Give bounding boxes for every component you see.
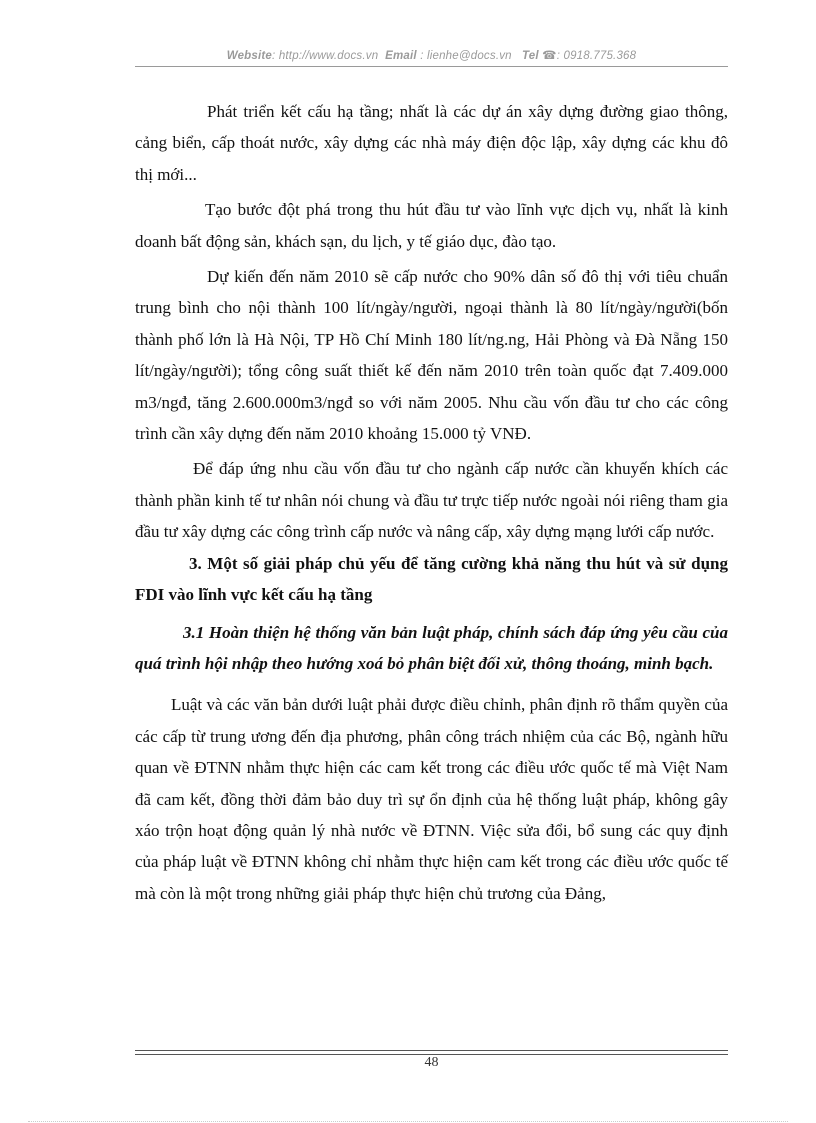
- tel-label: Tel: [521, 50, 539, 62]
- email-label: Email: [385, 50, 417, 62]
- tel-value: : 0918.775.368: [556, 50, 637, 62]
- paragraph-water-supply-forecast: Dự kiến đến năm 2010 sẽ cấp nước cho 90% dân số đô thị với tiêu chuẩn trung bình cho nội thành 100 lít/ngày/người, ngoại thành là 80 lít/ngày/người(bốn thành phố lớn là Hà Nội, TP Hồ Chí Minh 180 lít/ng.ng, Hải Phòng và Đà Nẵng 150 lít/ngày/người); tổng công suất thiết kế đến năm 2010 trên toàn quốc đạt 7.409.000 m3/ngđ, tăng 2.600.000m3/ngđ so với năm 2005. Nhu cầu vốn đầu tư cho các công trình cần xây dựng đến năm 2010 khoảng 15.000 tỷ VNĐ.: [135, 267, 728, 444]
- email-value[interactable]: : lienhe@docs.vn: [420, 50, 512, 62]
- footer-divider-top: [135, 1050, 728, 1051]
- page-bottom-border: [28, 1121, 788, 1122]
- page-number: 48: [424, 1055, 439, 1070]
- paragraph-private-investment: Để đáp ứng nhu cầu vốn đầu tư cho ngành cấp nước cần khuyến khích các thành phần kinh tế tư nhân nói chung và đầu tư trực tiếp nước ngoài nói riêng tham gia đầu tư xây dựng các công trình cấp nước và nâng cấp, xây dựng mạng lưới cấp nước.: [135, 459, 728, 542]
- website-label: Website: [226, 50, 273, 62]
- paragraph-legal-framework: Luật và các văn bản dưới luật phải được điều chỉnh, phân định rõ thẩm quyền của các cấp từ trung ương đến địa phương, phân công trách nhiệm của các Bộ, ngành hữu quan về ĐTNN nhằm thực hiện các cam kết trong các điều ước quốc tế mà Việt Nam đã cam kết, đồng thời đảm bảo duy trì sự ổn định của hệ thống luật pháp, không gây xáo trộn hoạt động quản lý nhà nước về ĐTNN. Việc sửa đổi, bổ sung các quy định của pháp luật về ĐTNN không chỉ nhằm thực hiện cam kết trong các điều ước quốc tế mà còn là một trong những giải pháp thực hiện chủ trương của Đảng,: [135, 695, 728, 903]
- section-heading: 3. Một số giải pháp chủ yếu để tăng cường khả năng thu hút và sử dụng FDI vào lĩnh vực kết cấu hạ tầng: [135, 553, 728, 605]
- paragraph-services: Tạo bước đột phá trong thu hút đầu tư vào lĩnh vực dịch vụ, nhất là kinh doanh bất động sản, khách sạn, du lịch, y tế giáo dục, đào tạo.: [135, 200, 728, 251]
- header-divider: [135, 66, 728, 67]
- phone-icon: ☎: [542, 50, 557, 62]
- document-body: [135, 96, 728, 909]
- page-header: [135, 48, 728, 62]
- subsection-heading: 3.1 Hoàn thiện hệ thống văn bản luật pháp, chính sách đáp ứng yêu cầu của quá trình hội nhập theo hướng xoá bỏ phân biệt đối xử, thông thoáng, minh bạch.: [135, 622, 728, 673]
- paragraph-infrastructure: Phát triển kết cấu hạ tầng; nhất là các dự án xây dựng đường giao thông, cảng biển, cấp thoát nước, xây dựng các nhà máy điện độc lập, xây dựng các khu đô thị mới...: [135, 102, 728, 184]
- website-value[interactable]: : http://www.docs.vn: [272, 50, 379, 62]
